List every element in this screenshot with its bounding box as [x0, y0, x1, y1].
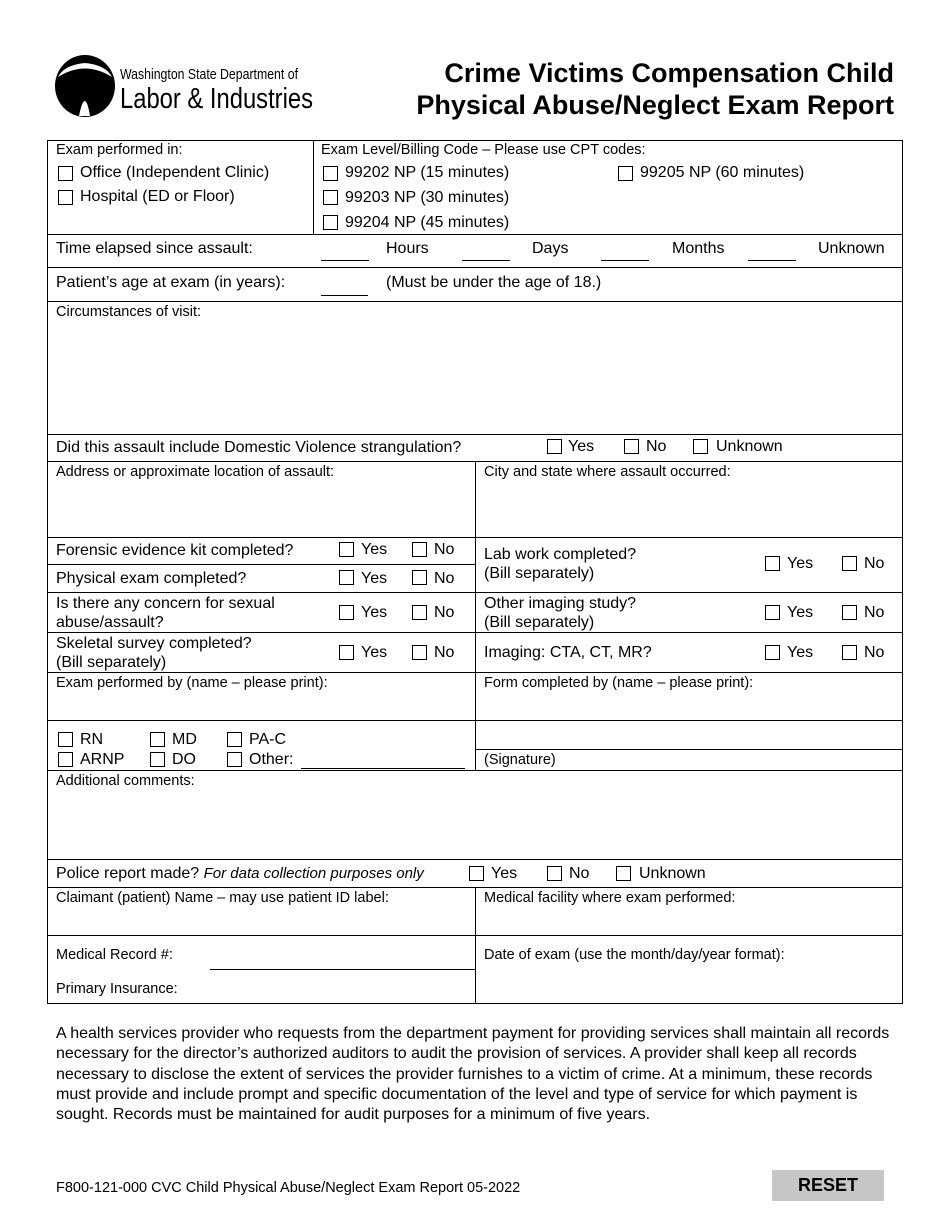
age-requirement-note: (Must be under the age of 18.) [386, 274, 602, 291]
days-label: Days [532, 240, 569, 257]
other-credential-label: Other: [249, 751, 294, 768]
divider [475, 749, 903, 750]
billing-label: Exam Level/Billing Code – Please use CPT codes: [321, 142, 646, 158]
strangulation-no-checkbox[interactable] [624, 439, 639, 454]
cpt-99203-label: 99203 NP (30 minutes) [345, 189, 510, 206]
rn-label: RN [80, 731, 104, 748]
agency-name: Washington State Department of [120, 66, 298, 83]
address-field[interactable] [48, 482, 474, 536]
other-credential-checkbox[interactable] [227, 752, 242, 767]
hospital-option-label: Hospital (ED or Floor) [80, 188, 235, 205]
skeletal-survey-question-line2: (Bill separately) [56, 654, 167, 671]
police-no-checkbox[interactable] [547, 866, 562, 881]
office-option-label: Office (Independent Clinic) [80, 164, 270, 181]
patient-age-label: Patient’s age at exam (in years): [56, 274, 286, 291]
performed-by-field[interactable] [48, 693, 474, 719]
city-state-label: City and state where assault occurred: [484, 464, 731, 480]
additional-comments-field[interactable] [48, 791, 902, 858]
exam-date-label: Date of exam (use the month/day/year format): [484, 947, 785, 963]
lab-work-yes-label: Yes [787, 555, 814, 572]
primary-insurance-label: Primary Insurance: [56, 981, 178, 997]
months-field[interactable] [601, 260, 649, 261]
cpt-99204-checkbox[interactable] [323, 215, 338, 230]
claimant-name-label: Claimant (patient) Name – may use patient ID label: [56, 890, 389, 906]
agency-name-large: Labor & Industries [120, 83, 313, 115]
other-imaging-yes-label: Yes [787, 604, 814, 621]
sexual-abuse-yes-checkbox[interactable] [339, 605, 354, 620]
primary-insurance-field[interactable] [210, 975, 474, 1003]
medical-record-field[interactable] [210, 969, 475, 970]
police-unknown-checkbox[interactable] [616, 866, 631, 881]
forensic-kit-no-label: No [434, 541, 455, 558]
signature-label: (Signature) [484, 752, 556, 768]
other-imaging-no-checkbox[interactable] [842, 605, 857, 620]
cpt-99205-checkbox[interactable] [618, 166, 633, 181]
exam-date-field[interactable] [476, 966, 902, 1003]
patient-age-field[interactable] [321, 295, 368, 296]
other-imaging-question-line1: Other imaging study? [484, 595, 637, 612]
police-report-label: Police report made? [56, 865, 200, 882]
forensic-kit-question: Forensic evidence kit completed? [56, 542, 294, 559]
skeletal-survey-no-label: No [434, 644, 455, 661]
imaging-cta-yes-checkbox[interactable] [765, 645, 780, 660]
cpt-99202-checkbox[interactable] [323, 166, 338, 181]
medical-facility-label: Medical facility where exam performed: [484, 890, 736, 906]
physical-exam-no-checkbox[interactable] [412, 570, 427, 585]
lab-work-question-line2: (Bill separately) [484, 565, 595, 582]
police-report-question [56, 864, 424, 884]
additional-comments-label: Additional comments: [56, 773, 195, 789]
md-checkbox[interactable] [150, 732, 165, 747]
police-no-label: No [569, 865, 590, 882]
unknown-time-field[interactable] [748, 260, 796, 261]
hours-field[interactable] [321, 260, 369, 261]
imaging-cta-no-checkbox[interactable] [842, 645, 857, 660]
physical-exam-yes-checkbox[interactable] [339, 570, 354, 585]
police-unknown-label: Unknown [639, 865, 706, 882]
divider [47, 770, 903, 771]
imaging-cta-question: Imaging: CTA, CT, MR? [484, 644, 652, 661]
hours-label: Hours [386, 240, 429, 257]
strangulation-unknown-label: Unknown [716, 438, 783, 455]
arnp-checkbox[interactable] [58, 752, 73, 767]
pa-c-checkbox[interactable] [227, 732, 242, 747]
lab-work-no-checkbox[interactable] [842, 556, 857, 571]
li-logo-icon [54, 54, 116, 118]
rn-checkbox[interactable] [58, 732, 73, 747]
skeletal-survey-question-line1: Skeletal survey completed? [56, 635, 252, 652]
form-title-line2: Physical Abuse/Neglect Exam Report [416, 90, 894, 120]
do-checkbox[interactable] [150, 752, 165, 767]
office-checkbox[interactable] [58, 166, 73, 181]
form-id-footer: F800-121-000 CVC Child Physical Abuse/Neglect Exam Report 05-2022 [56, 1180, 521, 1196]
address-label: Address or approximate location of assault: [56, 464, 335, 480]
exam-location-label: Exam performed in: [56, 142, 183, 158]
lab-work-question-line1: Lab work completed? [484, 546, 637, 563]
sexual-abuse-no-label: No [434, 604, 455, 621]
police-yes-checkbox[interactable] [469, 866, 484, 881]
police-yes-label: Yes [491, 865, 518, 882]
skeletal-survey-no-checkbox[interactable] [412, 645, 427, 660]
physical-exam-question: Physical exam completed? [56, 570, 247, 587]
forensic-kit-no-checkbox[interactable] [412, 542, 427, 557]
signature-field[interactable] [476, 721, 902, 748]
md-label: MD [172, 731, 197, 748]
imaging-cta-yes-label: Yes [787, 644, 814, 661]
months-label: Months [672, 240, 725, 257]
records-disclaimer: A health services provider who requests from the department payment for providing services shall maintain all records necessary for the director’s authorized auditors to audit the provision of services. A provider shall keep all records necessary to disclose the extent of services the provider furnishes to a victim of crime. At a minimum, these records must provide and include prompt and specific documentation of the level and type of service for which payment is sought. Records must be maintained for audit purposes for a minimum of five years. [56, 1025, 890, 1124]
divider [47, 859, 903, 860]
completed-by-field[interactable] [476, 693, 902, 719]
sexual-abuse-question-line1: Is there any concern for sexual [56, 595, 275, 612]
lab-work-yes-checkbox[interactable] [765, 556, 780, 571]
medical-facility-field[interactable] [476, 908, 902, 934]
divider [47, 434, 903, 435]
sexual-abuse-question-line2: abuse/assault? [56, 614, 164, 631]
performed-by-label: Exam performed by (name – please print): [56, 675, 328, 691]
strangulation-question: Did this assault include Domestic Violence strangulation? [56, 439, 462, 456]
days-field[interactable] [462, 260, 510, 261]
circumstances-field[interactable] [48, 322, 902, 433]
completed-by-label: Form completed by (name – please print): [484, 675, 754, 691]
reset-button[interactable]: RESET [772, 1170, 884, 1201]
forensic-kit-yes-label: Yes [361, 541, 388, 558]
medical-record-label: Medical Record #: [56, 947, 173, 963]
divider [47, 234, 903, 235]
sexual-abuse-yes-label: Yes [361, 604, 388, 621]
cpt-99204-label: 99204 NP (45 minutes) [345, 214, 510, 231]
divider [313, 140, 314, 234]
skeletal-survey-yes-checkbox[interactable] [339, 645, 354, 660]
cpt-99203-checkbox[interactable] [323, 190, 338, 205]
other-imaging-yes-checkbox[interactable] [765, 605, 780, 620]
pa-c-label: PA-C [249, 731, 287, 748]
form-title-line1: Crime Victims Compensation Child [444, 58, 894, 88]
divider [47, 267, 903, 268]
police-report-note: For data collection purposes only [203, 865, 424, 882]
divider [47, 301, 903, 302]
do-label: DO [172, 751, 196, 768]
divider [47, 564, 475, 565]
imaging-cta-no-label: No [864, 644, 885, 661]
physical-exam-yes-label: Yes [361, 570, 388, 587]
strangulation-no-label: No [646, 438, 667, 455]
cpt-99202-label: 99202 NP (15 minutes) [345, 164, 510, 181]
cpt-99205-label: 99205 NP (60 minutes) [640, 164, 805, 181]
sexual-abuse-no-checkbox[interactable] [412, 605, 427, 620]
strangulation-yes-checkbox[interactable] [547, 439, 562, 454]
other-imaging-no-label: No [864, 604, 885, 621]
strangulation-unknown-checkbox[interactable] [693, 439, 708, 454]
other-credential-field[interactable] [301, 768, 465, 769]
circumstances-label: Circumstances of visit: [56, 304, 202, 320]
unknown-time-label: Unknown [818, 240, 885, 257]
skeletal-survey-yes-label: Yes [361, 644, 388, 661]
lab-work-no-label: No [864, 555, 885, 572]
physical-exam-no-label: No [434, 570, 455, 587]
forensic-kit-yes-checkbox[interactable] [339, 542, 354, 557]
city-state-field[interactable] [476, 482, 902, 536]
hospital-checkbox[interactable] [58, 190, 73, 205]
claimant-name-field[interactable] [48, 908, 474, 934]
other-imaging-question-line2: (Bill separately) [484, 614, 595, 631]
strangulation-yes-label: Yes [568, 438, 595, 455]
time-elapsed-label: Time elapsed since assault: [56, 240, 253, 257]
arnp-label: ARNP [80, 751, 125, 768]
